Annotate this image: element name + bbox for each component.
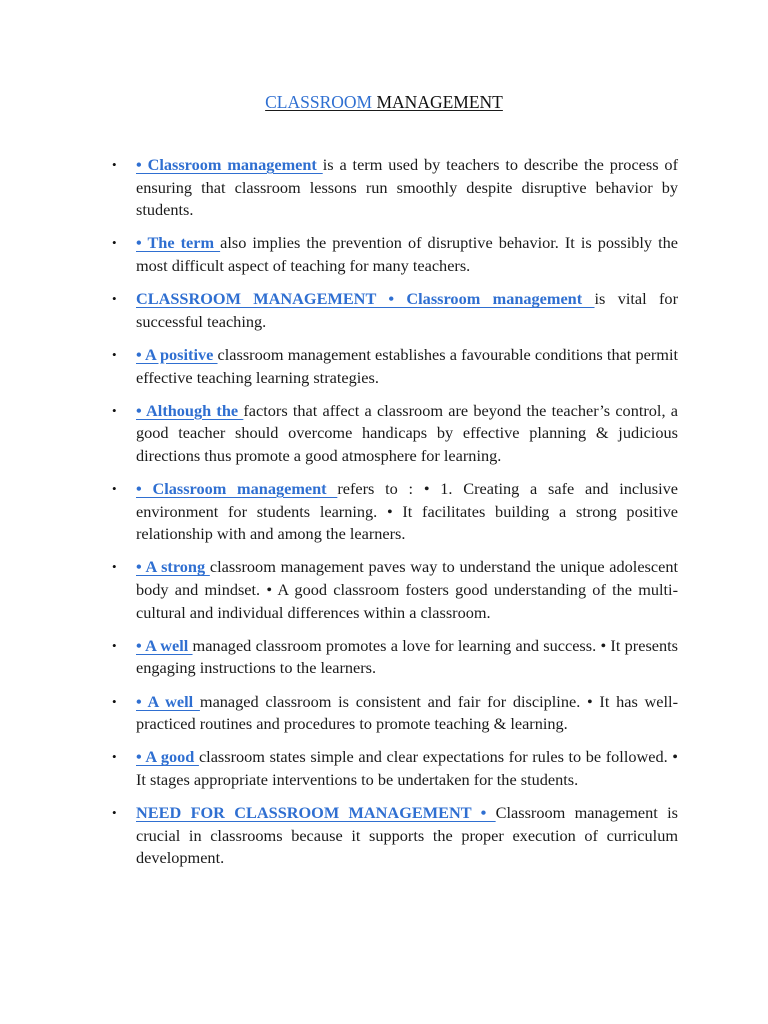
item-lead: CLASSROOM MANAGEMENT • Classroom management [136,289,595,309]
list-item [112,344,678,389]
item-lead: • Classroom management [136,479,338,499]
item-lead: NEED FOR CLASSROOM MANAGEMENT • [136,803,496,823]
list-item [112,802,678,870]
item-lead: • A positive [136,344,218,364]
bullet-icon: • [112,346,117,362]
bullet-icon: • [112,559,117,575]
title-black-part: MANAGEMENT [376,92,503,112]
item-lead: • A strong [136,557,210,577]
item-text: also implies the prevention of disruptive behavior. It is possibly the most difficult aspect of teaching for many teachers. [136,233,678,275]
page-title [0,92,768,113]
item-text: classroom management establishes a favourable conditions that permit effective teaching learning strategies. [136,344,678,387]
bullet-icon: • [112,235,117,251]
bullet-icon: • [112,157,117,172]
bullet-icon: • [112,291,117,307]
item-text: refers to : • 1. Creating a safe and inclusive environment for students learning. • It facilitates building a strong positive relationship with and among the learners. [136,479,678,544]
list-item [112,556,678,624]
item-text: is vital for successful teaching. [136,289,678,331]
bullet-icon: • [112,637,117,653]
list-item [112,400,678,468]
list-item [112,635,678,680]
bullet-icon: • [112,481,117,497]
item-lead: • A well [136,635,193,655]
bullet-list [112,154,678,881]
bullet-icon: • [112,749,117,765]
title-blue-part: CLASSROOM [265,92,377,112]
bullet-icon: • [112,693,117,709]
item-text: classroom states simple and clear expectations for rules to be followed. • It stages appropriate interventions to be undertaken for the students. [136,747,678,789]
list-item [112,478,678,546]
item-lead: • A good [136,747,199,767]
list-item [112,232,678,277]
list-item [112,691,678,736]
item-lead: • Classroom management [136,155,323,174]
bullet-icon: • [112,805,117,821]
item-text: managed classroom is consistent and fair for discipline. • It has well-practiced routines and procedures to promote teaching & learning. [136,691,679,734]
item-lead: • Although the [136,400,244,420]
list-item [112,154,678,222]
item-lead: • The term [136,233,221,253]
list-item [112,746,678,791]
list-item [112,288,678,333]
item-text: is a term used by teachers to describe the process of ensuring that classroom lessons run smoothly despite disruptive behavior by students. [136,155,678,220]
item-text: Classroom management is crucial in classrooms because it supports the proper execution of curriculum development. [136,803,678,868]
item-text: classroom management paves way to understand the unique adolescent body and mindset. • A good classroom fosters good understanding of the multi- cultural and individual differences within a classroom. [136,557,678,622]
item-lead: • A well [136,691,200,711]
item-text: factors that affect a classroom are beyond the teacher’s control, a good teacher should overcome handicaps by effective planning & judicious directions thus promote a good atmosphere for learning. [136,400,678,465]
item-text: managed classroom promotes a love for learning and success. • It presents engaging instructions to the learners. [136,635,679,678]
bullet-icon: • [112,402,117,418]
